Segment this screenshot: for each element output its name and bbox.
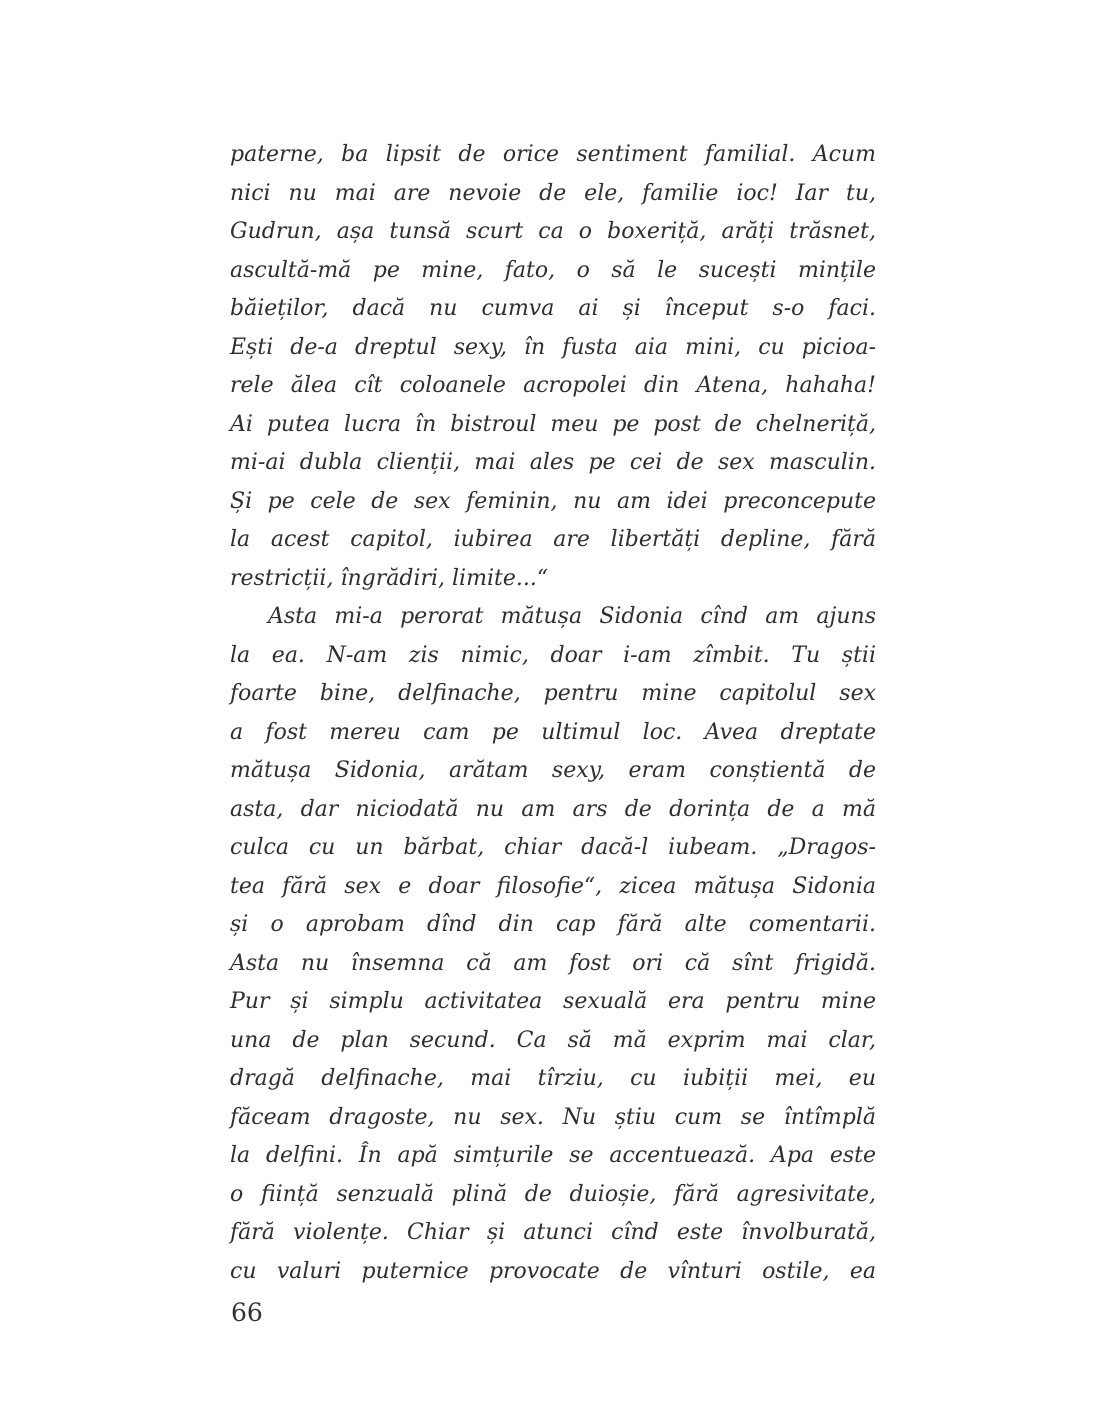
text-line: Asta mi-a perorat mătușa Sidonia cînd am ajuns bbox=[268, 604, 876, 629]
text-line: paterne, ba lipsit de orice sentiment familial. Acum bbox=[230, 142, 876, 167]
text-line: și o aprobam dînd din cap fără alte comentarii. bbox=[230, 912, 876, 937]
text-line: la delfini. În apă simțurile se accentuează. Apa este bbox=[230, 1143, 876, 1168]
text-line: fără violențe. Chiar și atunci cînd este învolburată, bbox=[230, 1220, 876, 1245]
text-line: cu valuri puternice provocate de vînturi ostile, ea bbox=[230, 1258, 876, 1284]
text-block bbox=[230, 136, 876, 1291]
text-line: Pur și simplu activitatea sexuală era pentru mine bbox=[230, 989, 876, 1014]
text-line: băieților, dacă nu cumva ai și început s-o faci. bbox=[230, 296, 876, 321]
text-line: restricții, îngrădiri, limite...“ bbox=[230, 565, 549, 591]
text-line: rele ălea cît coloanele acropolei din Atena, hahaha! bbox=[230, 373, 876, 398]
text-line: Ai putea lucra în bistroul meu pe post de chelneriță, bbox=[230, 411, 876, 437]
text-line: nici nu mai are nevoie de ele, familie ioc! Iar tu, bbox=[230, 180, 876, 206]
text-line: foarte bine, delfinache, pentru mine capitolul sex bbox=[230, 681, 876, 706]
text-line: mătușa Sidonia, arătam sexy, eram conștientă de bbox=[230, 758, 876, 783]
text-line: a fost mereu cam pe ultimul loc. Avea dreptate bbox=[230, 719, 876, 745]
text-line: Asta nu însemna că am fost ori că sînt frigidă. bbox=[230, 950, 876, 976]
text-line: asta, dar niciodată nu am ars de dorința de a mă bbox=[230, 796, 876, 822]
text-line: dragă delfinache, mai tîrziu, cu iubiții mei, eu bbox=[230, 1066, 876, 1091]
page-number: 66 bbox=[231, 1298, 263, 1327]
text-line: una de plan secund. Ca să mă exprim mai clar, bbox=[230, 1027, 876, 1053]
text-line: culca cu un bărbat, chiar dacă-l iubeam. „Dragos- bbox=[230, 835, 876, 860]
text-line: Și pe cele de sex feminin, nu am idei preconcepute bbox=[230, 488, 876, 514]
text-line: la ea. N-am zis nimic, doar i-am zîmbit. Tu știi bbox=[230, 642, 876, 668]
text-line: la acest capitol, iubirea are libertăți depline, fără bbox=[230, 527, 876, 552]
text-line: Ești de-a dreptul sexy, în fusta aia mini, cu picioa- bbox=[230, 334, 876, 360]
text-line: o ființă senzuală plină de duioșie, fără agresivitate, bbox=[230, 1181, 876, 1207]
text-line: făceam dragoste, nu sex. Nu știu cum se întîmplă bbox=[230, 1104, 876, 1130]
text-line: tea fără sex e doar filosofie“, zicea mătușa Sidonia bbox=[230, 873, 876, 899]
text-line: ascultă-mă pe mine, fato, o să le sucești mințile bbox=[230, 257, 876, 283]
text-line: Gudrun, așa tunsă scurt ca o boxeriță, arăți trăsnet, bbox=[230, 219, 876, 244]
text-line: mi-ai dubla clienții, mai ales pe cei de sex masculin. bbox=[230, 450, 876, 475]
